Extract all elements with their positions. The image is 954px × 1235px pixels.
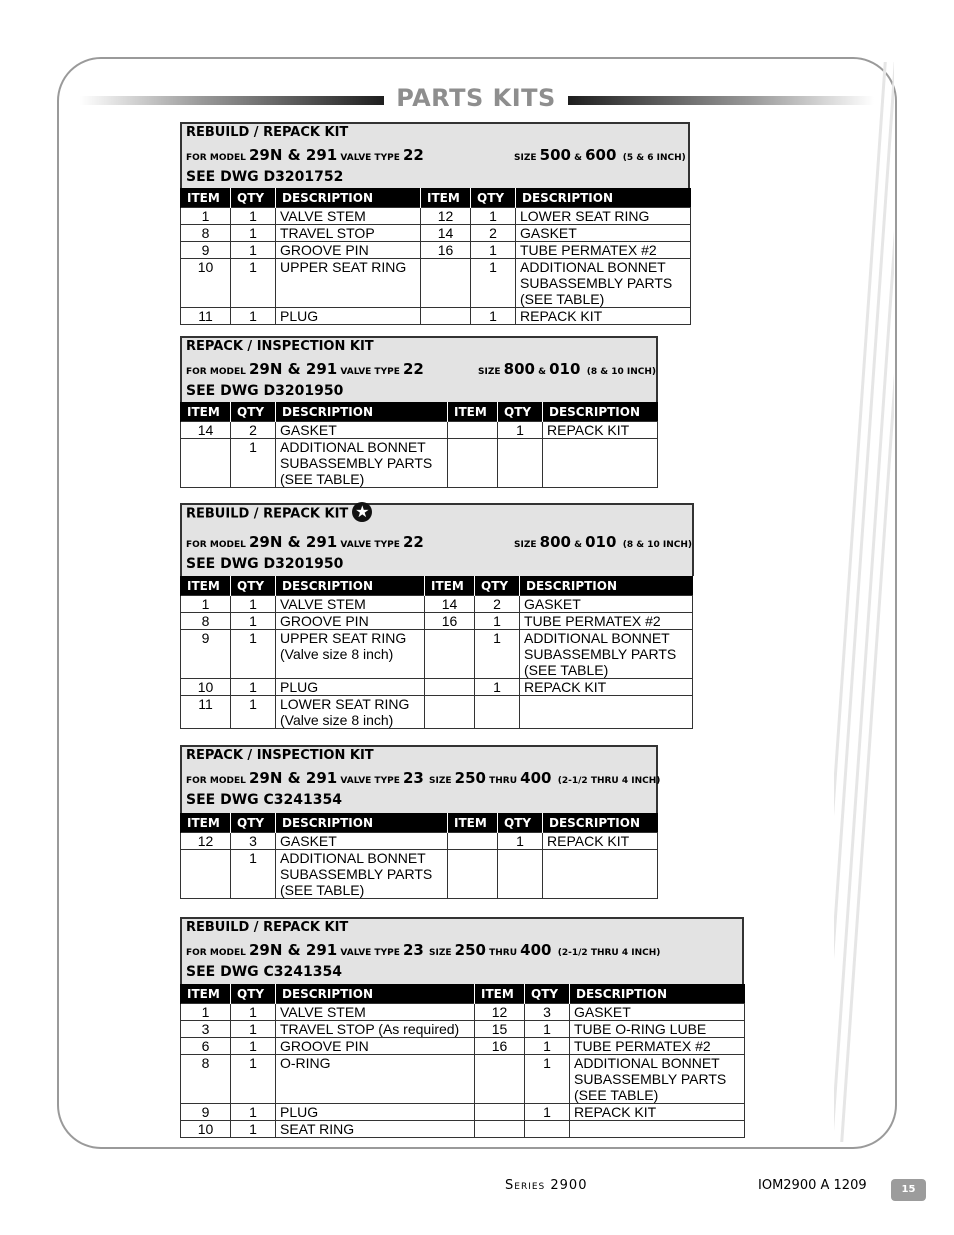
table-cell: 1 xyxy=(231,696,276,729)
table-header-row xyxy=(181,813,658,833)
column-header: DESCRIPTION xyxy=(543,813,658,833)
table-cell xyxy=(475,696,520,729)
table-row xyxy=(181,1104,745,1121)
table-cell xyxy=(448,439,498,488)
table-cell: 12 xyxy=(475,1004,525,1021)
table-cell: 1 xyxy=(231,1121,276,1138)
kit-header xyxy=(180,917,744,984)
kit-title: REPACK / INSPECTION KIT xyxy=(186,339,374,354)
table-row xyxy=(181,596,693,613)
table-cell: VALVE STEM xyxy=(276,596,425,613)
table-cell: 1 xyxy=(231,679,276,696)
table-cell xyxy=(520,696,693,729)
table-cell: 14 xyxy=(421,225,471,242)
column-header: DESCRIPTION xyxy=(276,813,448,833)
table-cell: 6 xyxy=(181,1038,231,1055)
table-cell xyxy=(543,850,658,899)
decorative-swoosh xyxy=(834,62,894,1142)
table-cell: 1 xyxy=(525,1021,570,1038)
table-cell xyxy=(570,1121,745,1138)
table-cell: ADDITIONAL BONNET SUBASSEMBLY PARTS (SEE TABLE) xyxy=(520,630,693,679)
table-cell xyxy=(525,1121,570,1138)
table-cell: PLUG xyxy=(276,1104,475,1121)
table-cell xyxy=(425,679,475,696)
column-header: ITEM xyxy=(425,576,475,596)
table-cell: 1 xyxy=(525,1104,570,1121)
table-cell: GASKET xyxy=(516,225,691,242)
table-cell: 1 xyxy=(475,679,520,696)
table-cell: 3 xyxy=(231,833,276,850)
table-row xyxy=(181,242,691,259)
table-cell: GASKET xyxy=(570,1004,745,1021)
table-cell: LOWER SEAT RING xyxy=(516,208,691,225)
table-row xyxy=(181,208,691,225)
table-cell: 16 xyxy=(475,1038,525,1055)
table-row xyxy=(181,259,691,308)
kit-drawing-ref: SEE DWG C3241354 xyxy=(186,964,342,980)
table-cell: 1 xyxy=(231,1038,276,1055)
table-cell: TUBE PERMATEX #2 xyxy=(516,242,691,259)
kit-rebuild-repack-22-800 xyxy=(180,503,694,729)
table-cell: 15 xyxy=(475,1021,525,1038)
table-cell: 1 xyxy=(231,1004,276,1021)
table-cell: GROOVE PIN xyxy=(276,242,421,259)
table-cell: 1 xyxy=(231,596,276,613)
page-title: PARTS KITS xyxy=(396,84,556,112)
table-cell: GROOVE PIN xyxy=(276,1038,475,1055)
parts-table xyxy=(180,576,693,729)
table-cell: UPPER SEAT RING (Valve size 8 inch) xyxy=(276,630,425,679)
table-cell: 3 xyxy=(525,1004,570,1021)
table-cell xyxy=(448,422,498,439)
column-header: DESCRIPTION xyxy=(570,984,745,1004)
kit-size: SIZE 800 & 010 (8 & 10 INCH) xyxy=(514,533,692,551)
table-cell: 1 xyxy=(231,225,276,242)
table-cell: 1 xyxy=(498,422,543,439)
table-cell: 11 xyxy=(181,308,231,325)
table-cell: 1 xyxy=(231,439,276,488)
kit-drawing-ref: SEE DWG D3201752 xyxy=(186,169,344,185)
header-bar-right xyxy=(568,96,874,105)
table-cell: 9 xyxy=(181,1104,231,1121)
table-cell: 12 xyxy=(421,208,471,225)
table-cell: VALVE STEM xyxy=(276,208,421,225)
table-cell: 2 xyxy=(471,225,516,242)
kit-drawing-ref: SEE DWG C3241354 xyxy=(186,792,342,808)
table-cell: ADDITIONAL BONNET SUBASSEMBLY PARTS (SEE TABLE) xyxy=(570,1055,745,1104)
column-header: DESCRIPTION xyxy=(516,188,691,208)
table-cell xyxy=(448,833,498,850)
column-header: ITEM xyxy=(181,402,231,422)
table-header-row xyxy=(181,984,745,1004)
table-cell xyxy=(475,1104,525,1121)
table-cell xyxy=(181,850,231,899)
parts-table xyxy=(180,188,691,325)
table-cell: 1 xyxy=(471,208,516,225)
column-header: DESCRIPTION xyxy=(276,984,475,1004)
table-cell xyxy=(421,308,471,325)
table-cell: 1 xyxy=(231,630,276,679)
parts-table xyxy=(180,813,658,899)
table-cell: TUBE PERMATEX #2 xyxy=(520,613,693,630)
column-header: QTY xyxy=(231,188,276,208)
table-row xyxy=(181,1055,745,1104)
kit-rebuild-repack-22-500 xyxy=(180,122,691,325)
column-header: QTY xyxy=(231,402,276,422)
table-cell: 1 xyxy=(231,613,276,630)
table-cell: 14 xyxy=(181,422,231,439)
table-cell: REPACK KIT xyxy=(516,308,691,325)
table-cell: UPPER SEAT RING xyxy=(276,259,421,308)
column-header: DESCRIPTION xyxy=(276,402,448,422)
table-cell: GROOVE PIN xyxy=(276,613,425,630)
column-header: ITEM xyxy=(421,188,471,208)
table-cell: TRAVEL STOP (As required) xyxy=(276,1021,475,1038)
table-cell: SEAT RING xyxy=(276,1121,475,1138)
table-cell xyxy=(421,259,471,308)
column-header: ITEM xyxy=(475,984,525,1004)
table-cell xyxy=(498,439,543,488)
kit-title: REBUILD / REPACK KIT xyxy=(186,920,349,935)
parts-table xyxy=(180,984,745,1138)
table-cell: 1 xyxy=(231,259,276,308)
kit-size: SIZE 250 THRU 400 (2-1/2 THRU 4 INCH) xyxy=(429,769,661,787)
kit-model: FOR MODEL 29N & 291 VALVE TYPE 23 xyxy=(186,941,424,959)
table-cell xyxy=(475,1121,525,1138)
column-header: QTY xyxy=(475,576,520,596)
kit-rebuild-repack-23-250 xyxy=(180,917,745,1138)
table-cell: PLUG xyxy=(276,308,421,325)
table-cell: 1 xyxy=(231,208,276,225)
kit-header xyxy=(180,122,690,188)
table-row xyxy=(181,308,691,325)
column-header: QTY xyxy=(525,984,570,1004)
column-header: ITEM xyxy=(181,576,231,596)
table-cell: 1 xyxy=(231,308,276,325)
column-header: QTY xyxy=(498,813,543,833)
table-cell: ADDITIONAL BONNET SUBASSEMBLY PARTS (SEE TABLE) xyxy=(276,439,448,488)
table-cell: 1 xyxy=(231,1055,276,1104)
kit-header xyxy=(180,336,658,402)
table-cell: REPACK KIT xyxy=(520,679,693,696)
table-cell: VALVE STEM xyxy=(276,1004,475,1021)
column-header: ITEM xyxy=(448,402,498,422)
table-cell: 16 xyxy=(421,242,471,259)
column-header: QTY xyxy=(231,813,276,833)
kit-repack-inspection-22-800 xyxy=(180,336,658,488)
column-header: ITEM xyxy=(181,188,231,208)
kit-header xyxy=(180,745,661,813)
table-row xyxy=(181,422,658,439)
table-cell: 8 xyxy=(181,1055,231,1104)
table-row xyxy=(181,850,658,899)
kit-model: FOR MODEL 29N & 291 VALVE TYPE 22 xyxy=(186,146,424,164)
column-header: DESCRIPTION xyxy=(520,576,693,596)
column-header: DESCRIPTION xyxy=(276,188,421,208)
table-row xyxy=(181,679,693,696)
table-cell: PLUG xyxy=(276,679,425,696)
kit-title: REBUILD / REPACK KIT xyxy=(186,125,349,140)
table-cell: 8 xyxy=(181,225,231,242)
table-header-row xyxy=(181,402,658,422)
table-header-row xyxy=(181,576,693,596)
table-cell xyxy=(498,850,543,899)
column-header: ITEM xyxy=(181,813,231,833)
table-cell: 1 xyxy=(475,613,520,630)
table-cell: ADDITIONAL BONNET SUBASSEMBLY PARTS (SEE TABLE) xyxy=(516,259,691,308)
table-cell: 10 xyxy=(181,679,231,696)
table-cell: 2 xyxy=(475,596,520,613)
table-cell: 12 xyxy=(181,833,231,850)
table-cell: 1 xyxy=(231,850,276,899)
table-cell: 9 xyxy=(181,242,231,259)
table-cell: 1 xyxy=(525,1038,570,1055)
column-header: ITEM xyxy=(448,813,498,833)
kit-size: SIZE 500 & 600 (5 & 6 INCH) xyxy=(514,146,686,164)
table-cell xyxy=(425,630,475,679)
kit-title: REBUILD / REPACK KIT ★ xyxy=(186,506,372,522)
table-row xyxy=(181,225,691,242)
table-cell: REPACK KIT xyxy=(570,1104,745,1121)
table-cell: TUBE PERMATEX #2 xyxy=(570,1038,745,1055)
table-cell: 1 xyxy=(475,630,520,679)
parts-table xyxy=(180,402,658,488)
table-cell: 8 xyxy=(181,613,231,630)
header-bar-left xyxy=(80,96,384,105)
kit-title: REPACK / INSPECTION KIT xyxy=(186,748,374,763)
table-cell: GASKET xyxy=(520,596,693,613)
table-cell: 1 xyxy=(181,1004,231,1021)
kit-model: FOR MODEL 29N & 291 VALVE TYPE 22 xyxy=(186,533,424,551)
table-cell: TUBE O-RING LUBE xyxy=(570,1021,745,1038)
kit-repack-inspection-23-250 xyxy=(180,745,661,899)
kit-drawing-ref: SEE DWG D3201950 xyxy=(186,556,344,572)
table-row xyxy=(181,439,658,488)
table-cell: 1 xyxy=(525,1055,570,1104)
table-cell: 1 xyxy=(498,833,543,850)
table-cell: 10 xyxy=(181,259,231,308)
kit-drawing-ref: SEE DWG D3201950 xyxy=(186,383,344,399)
table-row xyxy=(181,1004,745,1021)
table-cell: 1 xyxy=(231,242,276,259)
table-cell xyxy=(543,439,658,488)
page-number: 15 xyxy=(891,1179,926,1201)
column-header: DESCRIPTION xyxy=(543,402,658,422)
table-cell: LOWER SEAT RING (Valve size 8 inch) xyxy=(276,696,425,729)
table-cell: 11 xyxy=(181,696,231,729)
table-row xyxy=(181,1038,745,1055)
column-header: ITEM xyxy=(181,984,231,1004)
table-row xyxy=(181,1121,745,1138)
table-cell: 1 xyxy=(181,208,231,225)
footer-doc-code: IOM2900 A 1209 xyxy=(758,1178,867,1193)
kit-model: FOR MODEL 29N & 291 VALVE TYPE 22 xyxy=(186,360,424,378)
table-row xyxy=(181,696,693,729)
column-header: QTY xyxy=(231,984,276,1004)
table-header-row xyxy=(181,188,691,208)
table-cell: ADDITIONAL BONNET SUBASSEMBLY PARTS (SEE TABLE) xyxy=(276,850,448,899)
table-cell: 3 xyxy=(181,1021,231,1038)
table-row xyxy=(181,630,693,679)
table-cell: 14 xyxy=(425,596,475,613)
table-cell: 1 xyxy=(471,242,516,259)
table-cell: GASKET xyxy=(276,422,448,439)
table-cell: GASKET xyxy=(276,833,448,850)
table-cell: 1 xyxy=(471,259,516,308)
kit-model: FOR MODEL 29N & 291 VALVE TYPE 23 xyxy=(186,769,424,787)
star-icon: ★ xyxy=(352,502,372,522)
table-cell xyxy=(448,850,498,899)
table-cell: 10 xyxy=(181,1121,231,1138)
table-cell: TRAVEL STOP xyxy=(276,225,421,242)
kit-header xyxy=(180,503,694,576)
table-cell xyxy=(475,1055,525,1104)
table-cell xyxy=(181,439,231,488)
table-cell xyxy=(425,696,475,729)
column-header: DESCRIPTION xyxy=(276,576,425,596)
footer-series: Series 2900 xyxy=(505,1178,588,1193)
table-row xyxy=(181,613,693,630)
table-cell: REPACK KIT xyxy=(543,422,658,439)
column-header: QTY xyxy=(231,576,276,596)
table-row xyxy=(181,833,658,850)
kit-size: SIZE 250 THRU 400 (2-1/2 THRU 4 INCH) xyxy=(429,941,661,959)
table-cell: O-RING xyxy=(276,1055,475,1104)
table-cell: 1 xyxy=(181,596,231,613)
table-cell: 2 xyxy=(231,422,276,439)
column-header: QTY xyxy=(471,188,516,208)
table-cell: 1 xyxy=(231,1021,276,1038)
table-row xyxy=(181,1021,745,1038)
table-cell: 1 xyxy=(231,1104,276,1121)
table-cell: 1 xyxy=(471,308,516,325)
table-cell: 9 xyxy=(181,630,231,679)
kit-size: SIZE 800 & 010 (8 & 10 INCH) xyxy=(478,360,656,378)
column-header: QTY xyxy=(498,402,543,422)
table-cell: REPACK KIT xyxy=(543,833,658,850)
table-cell: 16 xyxy=(425,613,475,630)
